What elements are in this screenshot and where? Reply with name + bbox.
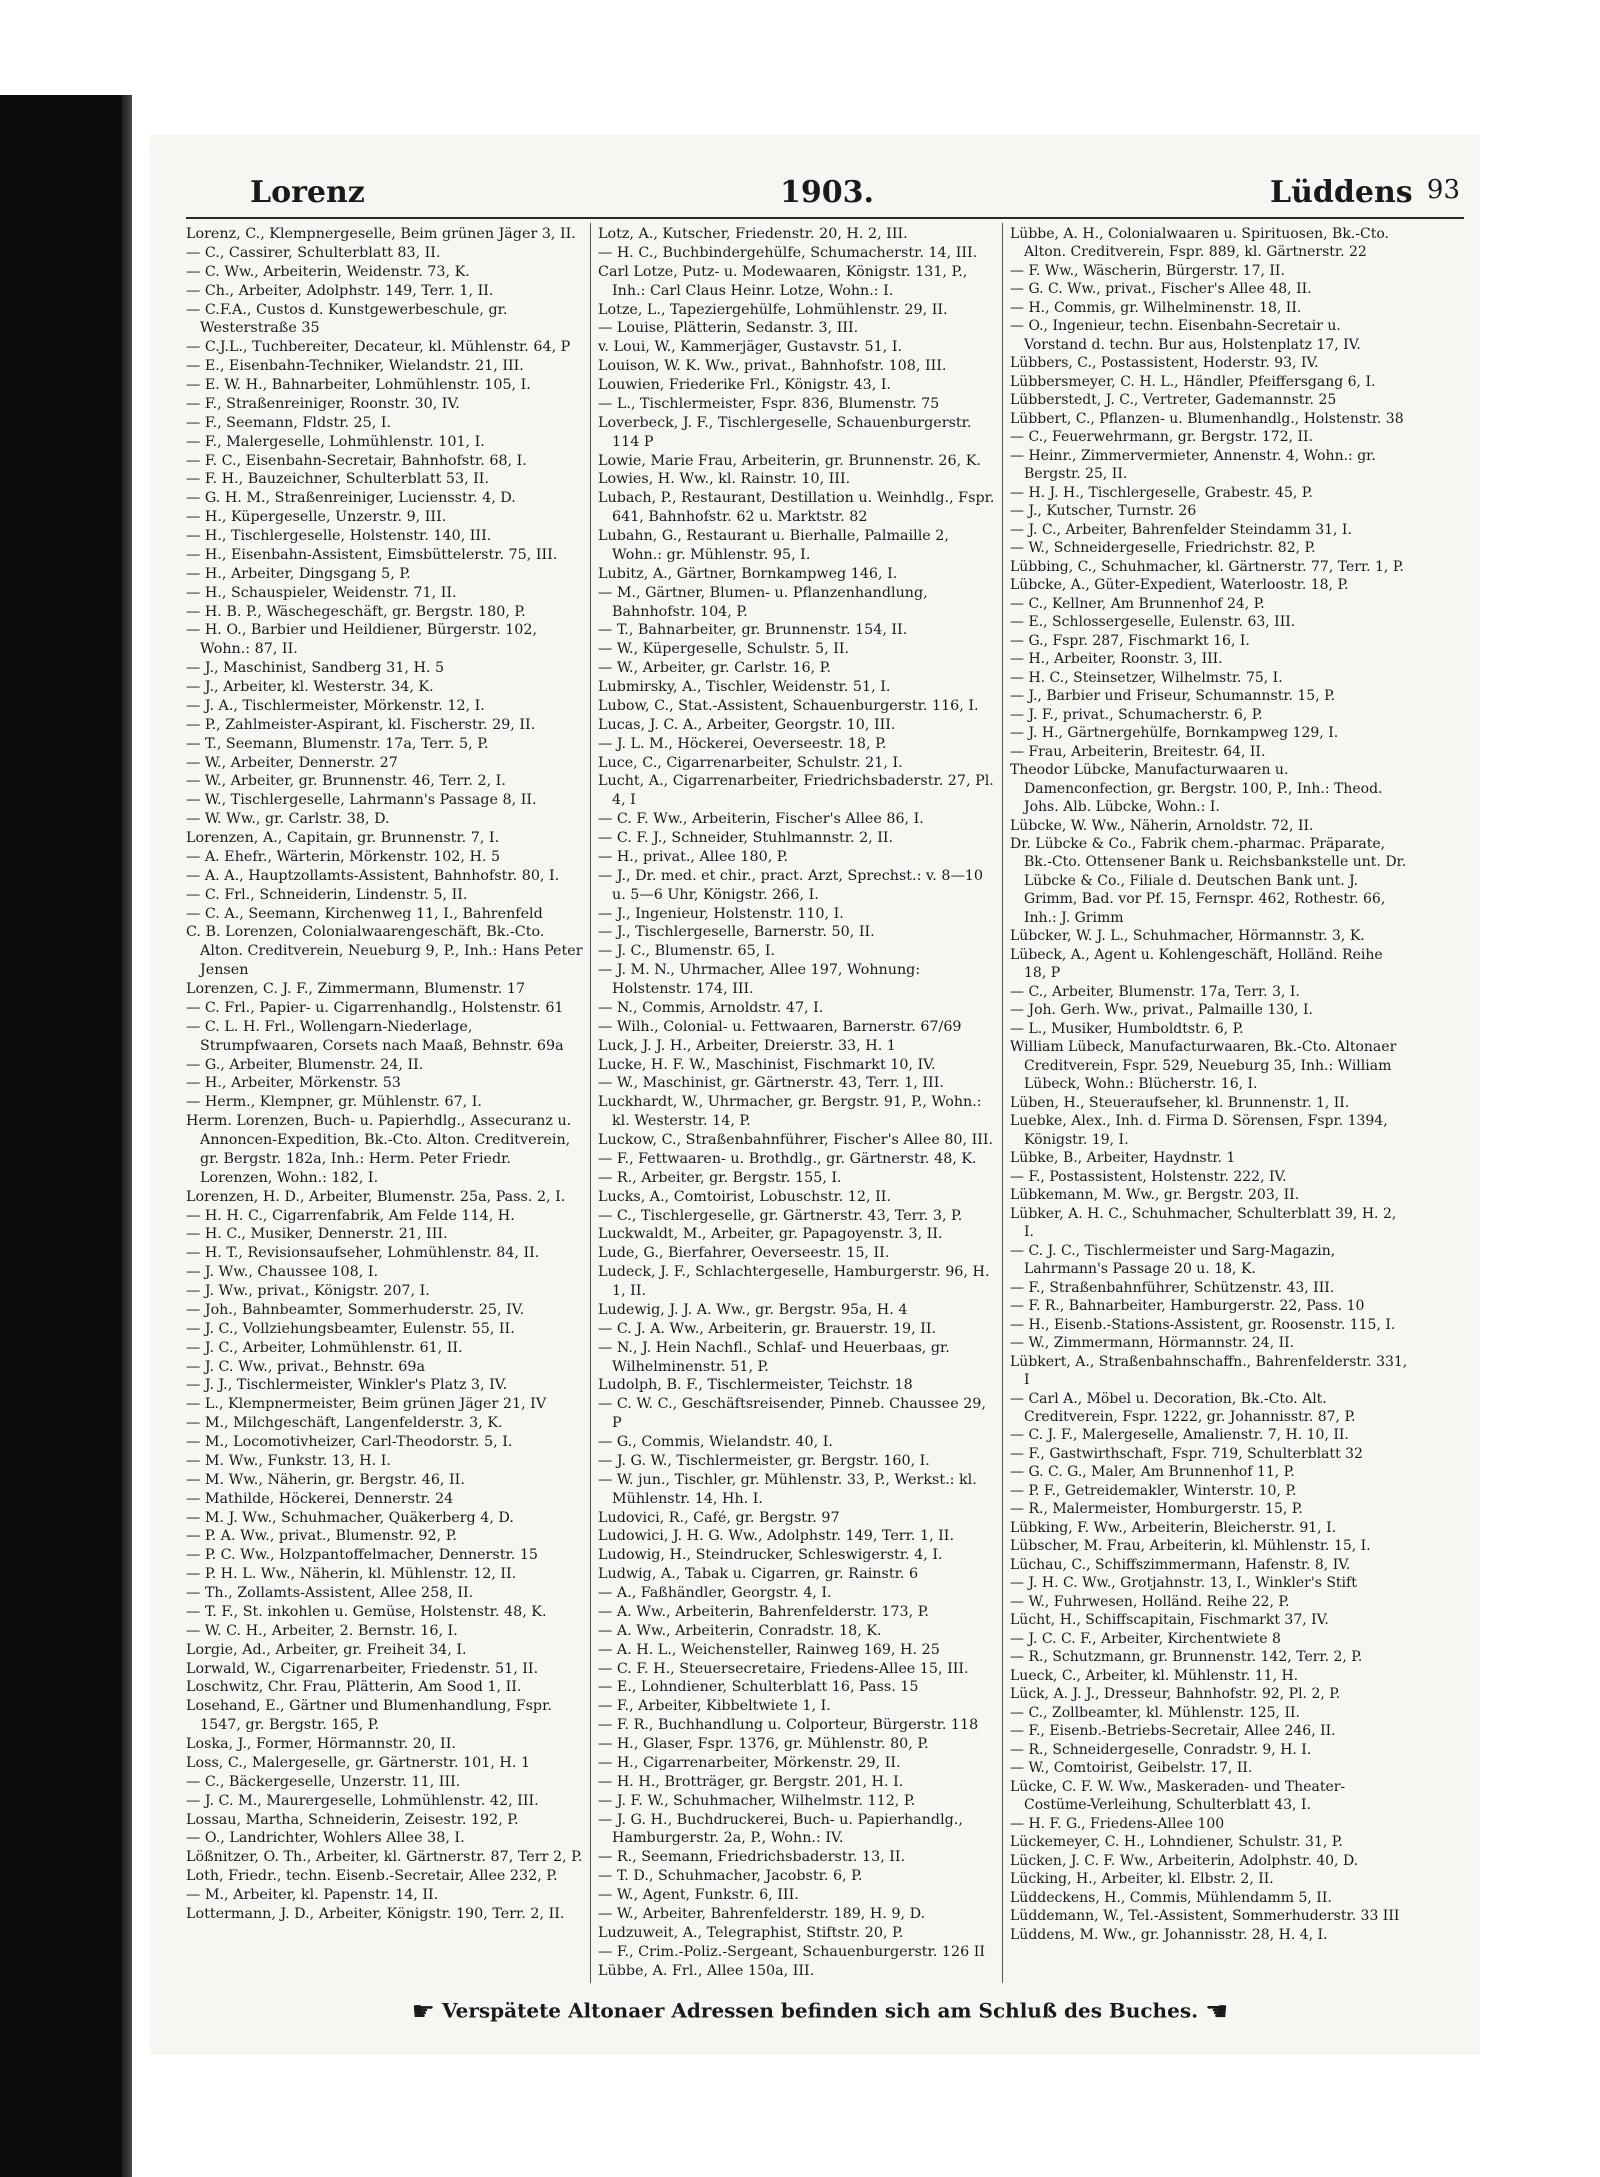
directory-entry: Lübscher, M. Frau, Arbeiterin, kl. Mühlenstr. 15, I. [1010,1538,1371,1555]
directory-entry: — M., Locomotivheizer, Carl-Theodorstr. 5, I. [186,1434,513,1450]
column-divider [590,223,591,1983]
directory-entry: — W. jun., Tischler, gr. Mühlenstr. 33, P., Werkst.: kl. Mühlenstr. 14, Hh. I. [598,1471,977,1507]
directory-entry: — W., Agent, Funkstr. 6, III. [598,1887,799,1903]
directory-entry: — F. Ww., Wäscherin, Bürgerstr. 17, II. [1010,262,1285,279]
directory-entry: — R., Arbeiter, gr. Bergstr. 155, I. [598,1169,842,1186]
directory-entry: — C. Frl., Papier- u. Cigarrenhandlg., Holstenstr. 61 [186,999,564,1016]
directory-entry: Lüddemann, W., Tel.-Assistent, Sommerhuderstr. 33 III [1010,1908,1400,1925]
directory-entry: William Lübeck, Manufacturwaaren, Bk.-Cto. Altonaer Creditverein, Fspr. 529, Neueburg 35, Inh.: William Lübeck, Wohn.: Blücherstr. 16, I. [1010,1039,1397,1093]
directory-entry: — J. G. H., Buchdruckerei, Buch- u. Papierhandlg., Hamburgerstr. 2a, P., Wohn.: IV. [598,1811,963,1847]
directory-entry: Luebke, Alex., Inh. d. Firma D. Sörensen, Fspr. 1394, Königstr. 19, I. [1010,1113,1388,1148]
directory-entry: Lübcker, W. J. L., Schuhmacher, Hörmannstr. 3, K. [1010,928,1365,945]
directory-entry: Lübkemann, M. Ww., gr. Bergstr. 203, II. [1010,1187,1300,1204]
directory-entry: — J., Arbeiter, kl. Westerstr. 34, K. [186,679,434,695]
pointing-hand-icon: ☚ [1205,1997,1229,2027]
directory-entry: — M., Arbeiter, kl. Papenstr. 14, II. [186,1887,439,1903]
directory-entry: Lübbing, C., Schuhmacher, kl. Gärtnerstr. 77, Terr. 1, P. [1010,558,1404,575]
directory-entry: Loss, C., Malergeselle, gr. Gärtnerstr. 101, H. 1 [186,1754,531,1771]
directory-entry: — Heinr., Zimmervermieter, Annenstr. 4, Wohn.: gr. Bergstr. 25, II. [1010,447,1376,483]
directory-entry: Lücking, H., Arbeiter, kl. Elbstr. 2, II. [1010,1871,1274,1888]
directory-entry: — J. C. Ww., privat., Behnstr. 69a [186,1358,426,1375]
directory-entry: Lorgie, Ad., Arbeiter, gr. Freiheit 34, I. [186,1641,467,1658]
directory-entry: Lüben, H., Steueraufseher, kl. Brunnenstr. 1, II. [1010,1094,1350,1111]
directory-entry: — F. R., Buchhandlung u. Colporteur, Bürgerstr. 118 [598,1717,979,1734]
directory-entry: — W. C. H., Arbeiter, 2. Bernstr. 16, I. [186,1622,458,1639]
directory-entry: Dr. Lübcke & Co., Fabrik chem.-pharmac. Präparate, Bk.-Cto. Ottensener Bank u. Reichsbankstelle unt. Dr. Lübcke & Co., Filiale d. Deutschen Bank unt. J. Grimm, Bad. vor Pf. 15, Fernspr. 462, Rothestr. 66, Inh.: J. Grimm [1010,835,1407,926]
directory-entry: — F. R., Bahnarbeiter, Hamburgerstr. 22, Pass. 10 [1010,1298,1365,1315]
directory-entry: — P. A. Ww., privat., Blumenstr. 92, P. [186,1528,457,1545]
directory-entry: Lorwald, W., Cigarrenarbeiter, Friedenstr. 51, II. [186,1660,539,1677]
directory-entry: Lübking, F. Ww., Arbeiterin, Bleicherstr. 91, I. [1010,1519,1337,1536]
directory-entry: Ludeck, J. F., Schlachtergeselle, Hamburgerstr. 96, H. 1, II. [598,1264,990,1299]
directory-entry: — A., Faßhändler, Georgstr. 4, I. [598,1585,832,1601]
directory-entry: — A. Ww., Arbeiterin, Conradstr. 18, K. [598,1622,882,1639]
directory-entry: — C. J. A. Ww., Arbeiterin, gr. Brauerstr. 19, II. [598,1320,937,1337]
directory-entry: — G., Commis, Wielandstr. 40, I. [598,1434,833,1450]
header-rule [186,217,1464,219]
directory-entry: Lücht, H., Schiffscapitain, Fischmarkt 37, IV. [1010,1612,1329,1629]
directory-entry: Lübbe, A. Frl., Allee 150a, III. [598,1962,815,1979]
directory-entry: — H., Arbeiter, Dingsgang 5, P. [186,565,411,582]
directory-entry: Luce, C., Cigarrenarbeiter, Schulstr. 21, I. [598,754,903,771]
directory-entry: Luckhardt, W., Uhrmacher, gr. Bergstr. 91, P., Wohn.: kl. Westerstr. 14, P. [598,1094,982,1130]
directory-entry: — H. J. H., Tischlergeselle, Grabestr. 45, P. [1010,484,1313,501]
directory-entry: Luckow, C., Straßenbahnführer, Fischer's Allee 80, III. [598,1132,994,1148]
directory-entry: Lüchau, C., Schiffszimmermann, Hafenstr. 8, IV. [1010,1556,1351,1573]
directory-entry: — C.F.A., Custos d. Kunstgewerbeschule, gr. Westerstraße 35 [186,301,508,337]
directory-entry: — F., Eisenb.-Betriebs-Secretair, Allee 246, II. [1010,1723,1336,1740]
directory-entry: — W., Arbeiter, Bahrenfelderstr. 189, H. 9, D. [598,1905,926,1922]
directory-entry: — L., Klempnermeister, Beim grünen Jäger 21, IV [186,1396,547,1413]
directory-entry: Lubahn, G., Restaurant u. Bierhalle, Palmaille 2, Wohn.: gr. Mühlenstr. 95, I. [598,528,949,563]
directory-entry: — J. Ww., privat., Königstr. 207, I. [186,1283,430,1299]
directory-entry: Lübbersmeyer, C. H. L., Händler, Pfeiffersgang 6, I. [1010,373,1376,390]
directory-entry: — H., Eisenbahn-Assistent, Eimsbüttelerstr. 75, III. [186,546,558,563]
directory-entry: Lübbert, C., Pflanzen- u. Blumenhandlg., Holstenstr. 38 [1010,410,1404,427]
directory-entry: Loverbeck, J. F., Tischlergeselle, Schauenburgerstr. 114 P [598,414,972,450]
directory-entry: — J., Kutscher, Turnstr. 26 [1010,503,1197,520]
directory-entry: — R., Schutzmann, gr. Brunnenstr. 142, Terr. 2, P. [1010,1649,1363,1666]
directory-entry: Lorenzen, A., Capitain, gr. Brunnenstr. 7, I. [186,830,500,846]
directory-column-3 [1010,225,1408,1944]
pointing-hand-icon: ☛ [411,1997,435,2027]
directory-entry: v. Loui, W., Kammerjäger, Gustavstr. 51, I. [598,339,903,356]
directory-entry: — W. Ww., gr. Carlstr. 38, D. [186,811,390,828]
directory-entry: Lubach, P., Restaurant, Destillation u. Weinhdlg., Fspr. 641, Bahnhofstr. 62 u. Marktstr. 82 [598,490,995,526]
directory-entry: — W., Arbeiter, gr. Carlstr. 16, P. [598,660,831,677]
directory-entry: Lößnitzer, O. Th., Arbeiter, kl. Gärtnerstr. 87, Terr 2, P. [186,1849,583,1866]
directory-entry: Lorenzen, H. D., Arbeiter, Blumenstr. 25a, Pass. 2, I. [186,1188,566,1205]
directory-entry: — E. W. H., Bahnarbeiter, Lohmühlenstr. 105, I. [186,377,531,393]
directory-entry: — R., Seemann, Friedrichsbaderstr. 13, II. [598,1849,906,1866]
page-number: 93 [1426,175,1460,205]
directory-entry: — Carl A., Möbel u. Decoration, Bk.-Cto. Alt. Creditverein, Fspr. 1222, gr. Johannisstr. 87, P. [1010,1390,1356,1425]
directory-entry: Loth, Friedr., techn. Eisenb.-Secretair, Allee 232, P. [186,1868,558,1885]
directory-entry: — H. H. C., Cigarrenfabrik, Am Felde 114, H. [186,1207,515,1224]
directory-entry: — M. Ww., Funkstr. 13, H. I. [186,1452,391,1469]
directory-entry: Lucht, A., Cigarrenarbeiter, Friedrichsbaderstr. 27, Pl. 4, I [598,773,994,809]
directory-entry: — Mathilde, Höckerei, Dennerstr. 24 [186,1490,454,1507]
directory-entry: — J., Ingenieur, Holstenstr. 110, I. [598,905,844,922]
directory-entry: Lüddens, M. Ww., gr. Johannisstr. 28, H. 4, I. [1010,1926,1328,1943]
directory-entry: — G. H. M., Straßenreiniger, Luciensstr. 4, D. [186,490,516,507]
directory-entry: — J. H., Gärtnergehülfe, Bornkampweg 129, I. [1010,725,1339,742]
directory-entry: Lück, A. J. J., Dresseur, Bahnhofstr. 92, Pl. 2, P. [1010,1686,1341,1703]
directory-entry: — E., Eisenbahn-Techniker, Wielandstr. 21, III. [186,358,524,375]
directory-entry: — C., Tischlergeselle, gr. Gärtnerstr. 43, Terr. 3, P. [598,1207,963,1224]
scanner-edge [0,95,132,2177]
directory-entry: — C., Arbeiter, Blumenstr. 17a, Terr. 3, I. [1010,983,1300,1000]
directory-entry: Luckwaldt, M., Arbeiter, gr. Papagoyenstr. 3, II. [598,1226,943,1243]
directory-entry: Ludowig, H., Steindrucker, Schleswigerstr. 4, I. [598,1547,943,1564]
directory-entry: Lüddeckens, H., Commis, Mühlendamm 5, II. [1010,1889,1332,1906]
directory-entry: — Th., Zollamts-Assistent, Allee 258, II. [186,1585,474,1601]
directory-column-2 [598,225,996,1980]
directory-entry: — E., Schlossergeselle, Eulenstr. 63, III. [1010,614,1296,631]
directory-entry: Lowies, H. Ww., kl. Rainstr. 10, III. [598,471,851,488]
directory-entry: Louwien, Friederike Frl., Königstr. 43, I. [598,377,892,393]
directory-entry: — H. F. G., Friedens-Allee 100 [1010,1815,1225,1832]
directory-entry: — R., Malermeister, Homburgerstr. 15, P. [1010,1501,1303,1518]
directory-entry: — F., Gastwirthschaft, Fspr. 719, Schulterblatt 32 [1010,1445,1363,1462]
directory-entry: — J. Ww., Chaussee 108, I. [186,1264,379,1281]
directory-entry: — W., Comtoirist, Geibelstr. 17, II. [1010,1760,1253,1777]
directory-entry: — P. C. Ww., Holzpantoffelmacher, Dennerstr. 15 [186,1547,539,1564]
directory-entry: — H., Glaser, Fspr. 1376, gr. Mühlenstr. 80, P. [598,1736,929,1752]
directory-entry: — Herm., Klempner, gr. Mühlenstr. 67, I. [186,1094,482,1111]
directory-entry: C. B. Lorenzen, Colonialwaarengeschäft, Bk.-Cto. Alton. Creditverein, Neueburg 9, P., Inh.: Hans Peter Jensen [186,924,583,979]
directory-entry: — F., Fettwaaren- u. Brothdlg., gr. Gärtnerstr. 48, K. [598,1150,977,1167]
directory-entry: — E., Lohndiener, Schulterblatt 16, Pass. 15 [598,1679,919,1696]
directory-entry: Luck, J. J. H., Arbeiter, Dreierstr. 33, H. 1 [598,1037,896,1054]
directory-entry: — C., Bäckergeselle, Unzerstr. 11, III. [186,1773,461,1790]
directory-entry: — G. C. Ww., privat., Fischer's Allee 48, II. [1010,281,1312,298]
directory-entry: — C. F. H., Steuersecretaire, Friedens-Allee 15, III. [598,1660,969,1677]
directory-entry: — F., Straßenreiniger, Roonstr. 30, IV. [186,395,460,412]
directory-entry: — T. D., Schuhmacher, Jacobstr. 6, P. [598,1868,863,1885]
directory-entry: — H. H., Brotträger, gr. Bergstr. 201, H. I. [598,1773,904,1790]
directory-entry: — A. Ehefr., Wärterin, Mörkenstr. 102, H. 5 [186,848,501,865]
directory-entry: — O., Ingenieur, techn. Eisenbahn-Secretair u. Vorstand d. techn. Bur aus, Holstenplatz 17, IV. [1010,318,1361,353]
directory-entry: — T., Bahnarbeiter, gr. Brunnenstr. 154, II. [598,622,908,639]
directory-entry: — G., Arbeiter, Blumenstr. 24, II. [186,1056,424,1073]
directory-entry: — H., Arbeiter, Roonstr. 3, III. [1010,651,1223,668]
directory-entry: — M. Ww., Näherin, gr. Bergstr. 46, II. [186,1471,465,1488]
directory-entry: Lucks, A., Comtoirist, Lobuschstr. 12, II. [598,1188,891,1205]
footer-text: Verspätete Altonaer Adressen befinden sich am Schluß des Buches. [441,1998,1199,2023]
directory-entry: Lowie, Marie Frau, Arbeiterin, gr. Brunnenstr. 26, K. [598,452,981,469]
directory-entry: — M., Gärtner, Blumen- u. Pflanzenhandlung, Bahnhofstr. 104, P. [598,584,928,620]
directory-entry: — H. C., Buchbindergehülfe, Schumacherstr. 14, III. [598,244,978,261]
directory-entry: — A. A., Hauptzollamts-Assistent, Bahnhofstr. 80, I. [186,867,560,884]
directory-entry: Lübkert, A., Straßenbahnschaffn., Bahrenfelderstr. 331, I [1010,1353,1408,1389]
directory-entry: — H., privat., Allee 180, P. [598,848,789,865]
directory-entry: — J. H. C. Ww., Grotjahnstr. 13, I., Winkler's Stift [1010,1575,1357,1592]
directory-entry: — Joh. Gerh. Ww., privat., Palmaille 130, I. [1010,1002,1313,1019]
directory-entry: Lubow, C., Stat.-Assistent, Schauenburgerstr. 116, I. [598,697,979,714]
directory-entry: — C. Frl., Schneiderin, Lindenstr. 5, II. [186,886,468,903]
directory-entry: Ludzuweit, A., Telegraphist, Stiftstr. 20, P. [598,1924,904,1941]
directory-entry: — T., Seemann, Blumenstr. 17a, Terr. 5, P. [186,735,489,752]
directory-entry: — R., Schneidergeselle, Conradstr. 9, H. I. [1010,1741,1312,1758]
directory-entry: — L., Musiker, Humboldtstr. 6, P. [1010,1020,1244,1037]
directory-entry: — W., Fuhrwesen, Holländ. Reihe 22, P. [1010,1593,1290,1610]
directory-entry: — J. F. W., Schuhmacher, Wilhelmstr. 112, P. [598,1792,916,1809]
directory-entry: Lossau, Martha, Schneiderin, Zeisestr. 192, P. [186,1811,519,1828]
directory-entry: — F., Malergeselle, Lohmühlenstr. 101, I. [186,433,485,450]
column-divider [1002,223,1003,1983]
directory-entry: — H., Commis, gr. Wilhelminenstr. 18, II. [1010,299,1302,316]
directory-entry: — O., Landrichter, Wohlers Allee 38, I. [186,1830,465,1847]
directory-entry: — J. C. M., Maurergeselle, Lohmühlenstr. 42, III. [186,1792,539,1809]
directory-entry: — C., Zollbeamter, kl. Mühlenstr. 125, II. [1010,1704,1300,1721]
header-last-name: Lüddens [1270,175,1413,210]
directory-entry: — A. H. L., Weichensteller, Rainweg 169, H. 25 [598,1641,940,1658]
directory-entry: Lucas, J. C. A., Arbeiter, Georgstr. 10, III. [598,716,896,733]
directory-entry: — C.J.L., Tuchbereiter, Decateur, kl. Mühlenstr. 64, P [186,339,571,356]
directory-entry: — J. L. M., Höckerei, Oeverseestr. 18, P. [598,735,887,752]
directory-entry: — H., Eisenb.-Stations-Assistent, gr. Roosenstr. 115, I. [1010,1316,1396,1333]
directory-entry: Lübberstedt, J. C., Vertreter, Gademannstr. 25 [1010,392,1337,409]
directory-entry: Lorenz, C., Klempnergeselle, Beim grünen Jäger 3, II. [186,226,576,242]
header-first-name: Lorenz [250,175,365,210]
directory-entry: — F. H., Bauzeichner, Schulterblatt 53, II. [186,471,489,488]
directory-entry: — J., Dr. med. et chir., pract. Arzt, Sprechst.: v. 8—10 u. 5—6 Uhr, Königstr. 266, I. [598,867,983,903]
directory-entry: — P. F., Getreidemakler, Winterstr. 10, P. [1010,1482,1297,1499]
directory-entry: — J., Maschinist, Sandberg 31, H. 5 [186,660,445,677]
directory-entry: — W., Arbeiter, gr. Brunnenstr. 46, Terr. 2, I. [186,773,506,790]
directory-page [150,135,1480,2055]
directory-entry: Loska, J., Former, Hörmannstr. 20, II. [186,1736,456,1752]
directory-entry: — W., Zimmermann, Hörmannstr. 24, II. [1010,1335,1295,1352]
directory-entry: Lubmirsky, A., Tischler, Weidenstr. 51, I. [598,679,891,695]
directory-entry: Carl Lotze, Putz- u. Modewaaren, Königstr. 131, P., Inh.: Carl Claus Heinr. Lotze, Wohn.: I. [598,263,968,299]
directory-entry: — M. J. Ww., Schuhmacher, Quäkerberg 4, D. [186,1509,514,1526]
directory-entry: — C. L. H. Frl., Wollengarn-Niederlage, Strumpfwaaren, Corsets nach Maaß, Behnstr. 69a [186,1018,564,1054]
directory-entry: — A. Ww., Arbeiterin, Bahrenfelderstr. 173, P. [598,1603,929,1620]
directory-entry: Ludwig, A., Tabak u. Cigarren, gr. Rainstr. 6 [598,1566,919,1583]
directory-entry: Losehand, E., Gärtner und Blumenhandlung, Fspr. 1547, gr. Bergstr. 165, P. [186,1698,552,1734]
directory-entry: — J. C. C. F., Arbeiter, Kirchentwiete 8 [1010,1630,1281,1647]
directory-entry: Lübeck, A., Agent u. Kohlengeschäft, Holländ. Reihe 18, P [1010,946,1383,982]
directory-entry: Lübbe, A. H., Colonialwaaren u. Spirituosen, Bk.-Cto. Alton. Creditverein, Fspr. 889, kl. Gärtnerstr. 22 [1010,226,1389,261]
directory-entry: — C., Cassirer, Schulterblatt 83, II. [186,244,441,261]
directory-entry: — J. C., Vollziehungsbeamter, Eulenstr. 55, II. [186,1320,515,1337]
directory-entry: Herm. Lorenzen, Buch- u. Papierhdlg., Assecuranz u. Annoncen-Expedition, Bk.-Cto. Alton. Creditverein, gr. Bergstr. 182a, Inh.: Herm. Peter Friedr. Lorenzen, Wohn.: 182, I. [186,1113,572,1186]
directory-entry: — C., Kellner, Am Brunnenhof 24, P. [1010,595,1265,612]
directory-entry: — C., Feuerwehrmann, gr. Bergstr. 172, II. [1010,429,1314,446]
directory-entry: — W., Tischlergeselle, Lahrmann's Passage 8, II. [186,792,537,809]
directory-entry: — W., Maschinist, gr. Gärtnerstr. 43, Terr. 1, III. [598,1075,944,1092]
directory-entry: — Joh., Bahnbeamter, Sommerhuderstr. 25, IV. [186,1301,525,1318]
directory-entry: Ludovici, R., Café, gr. Bergstr. 97 [598,1509,840,1526]
directory-entry: — H., Schauspieler, Weidenstr. 71, II. [186,584,457,601]
directory-entry: — J., Barbier und Friseur, Schumannstr. 15, P. [1010,688,1336,705]
directory-entry: Ludolph, B. F., Tischlermeister, Teichstr. 18 [598,1377,913,1394]
directory-entry: — J. A., Tischlermeister, Mörkenstr. 12, I. [186,697,485,714]
directory-entry: Lottermann, J. D., Arbeiter, Königstr. 190, Terr. 2, II. [186,1905,565,1922]
directory-entry: — J. G. W., Tischlermeister, gr. Bergstr. 160, I. [598,1452,930,1469]
directory-entry: — H. C., Musiker, Dennerstr. 21, III. [186,1226,448,1243]
directory-entry: — W., Küpergeselle, Schulstr. 5, II. [598,641,850,658]
directory-entry: — F., Straßenbahnführer, Schützenstr. 43, III. [1010,1279,1335,1296]
directory-entry: — C. A., Seemann, Kirchenweg 11, I., Bahrenfeld [186,905,543,922]
directory-entry: — L., Tischlermeister, Fspr. 836, Blumenstr. 75 [598,395,940,412]
directory-entry: — J., Tischlergeselle, Barnerstr. 50, II. [598,924,875,941]
directory-entry: — W., Schneidergeselle, Friedrichstr. 82, P. [1010,540,1316,557]
directory-entry: Lübbers, C., Postassistent, Hoderstr. 93, IV. [1010,355,1319,372]
directory-entry: — F., Seemann, Fldstr. 25, I. [186,414,392,431]
directory-entry: — C. F. J., Schneider, Stuhlmannstr. 2, II. [598,830,894,846]
directory-entry: Lotze, L., Tapeziergehülfe, Lohmühlenstr. 29, II. [598,301,948,318]
directory-entry: Lorenzen, C. J. F., Zimmermann, Blumenstr. 17 [186,981,526,997]
directory-entry: — J. M. N., Uhrmacher, Allee 197, Wohnung: Holstenstr. 174, III. [598,962,921,997]
directory-entry: — H., Küpergeselle, Unzerstr. 9, III. [186,509,447,526]
directory-entry: — H., Cigarrenarbeiter, Mörkenstr. 29, II. [598,1754,901,1771]
directory-entry: — N., J. Hein Nachfl., Schlaf- und Heuerbaas, gr. Wilhelminenstr. 51, P. [598,1339,950,1375]
directory-entry: Loschwitz, Chr. Frau, Plätterin, Am Sood 1, II. [186,1679,522,1696]
directory-entry: — J. C., Arbeiter, Bahrenfelder Steindamm 31, I. [1010,521,1352,538]
directory-entry: — G., Fspr. 287, Fischmarkt 16, I. [1010,632,1250,649]
directory-entry: — Wilh., Colonial- u. Fettwaaren, Barnerstr. 67/69 [598,1018,962,1035]
directory-entry: — C. F. Ww., Arbeiterin, Fischer's Allee 86, I. [598,811,924,828]
directory-entry: Lubitz, A., Gärtner, Bornkampweg 146, I. [598,565,898,582]
directory-entry: — J. F., privat., Schumacherstr. 6, P. [1010,706,1263,723]
directory-entry: — C. W. C., Geschäftsreisender, Pinneb. Chaussee 29, P [598,1396,986,1432]
header-year: 1903. [780,175,874,210]
page-header [190,175,1460,215]
directory-entry: — H., Tischlergeselle, Holstenstr. 140, III. [186,528,492,544]
directory-entry: — T. F., St. inkohlen u. Gemüse, Holstenstr. 48, K. [186,1603,547,1620]
directory-entry: Ludowici, J. H. G. Ww., Adolphstr. 149, Terr. 1, II. [598,1528,955,1545]
directory-entry: Lücken, J. C. F. Ww., Arbeiterin, Adolphstr. 40, D. [1010,1852,1359,1869]
directory-entry: — P., Zahlmeister-Aspirant, kl. Fischerstr. 29, II. [186,716,536,733]
directory-entry: — J. J., Tischlermeister, Winkler's Platz 3, IV. [186,1377,508,1394]
directory-entry: — H. B. P., Wäschegeschäft, gr. Bergstr. 180, P. [186,603,526,620]
directory-entry: Lotz, A., Kutscher, Friedenstr. 20, H. 2, III. [598,226,908,242]
directory-entry: Lübker, A. H. C., Schuhmacher, Schulterblatt 39, H. 2, I. [1010,1205,1397,1241]
directory-entry: Lucke, H. F. W., Maschinist, Fischmarkt 10, IV. [598,1056,936,1073]
directory-entry: — C. Ww., Arbeiterin, Weidenstr. 73, K. [186,263,470,280]
directory-entry: Lückemeyer, C. H., Lohndiener, Schulstr. 31, P. [1010,1834,1343,1851]
directory-entry: — F., Postassistent, Holstenstr. 222, IV. [1010,1168,1287,1185]
directory-entry: — J. C., Arbeiter, Lohmühlenstr. 61, II. [186,1339,463,1356]
directory-entry: — G. C. G., Maler, Am Brunnenhof 11, P. [1010,1464,1295,1481]
directory-entry: — F. C., Eisenbahn-Secretair, Bahnhofstr. 68, I. [186,452,527,469]
footer-notice [410,1997,1230,2027]
directory-entry: — J. C., Blumenstr. 65, I. [598,943,776,960]
directory-entry: — F., Crim.-Poliz.-Sergeant, Schauenburgerstr. 126 II [598,1943,986,1960]
directory-entry: — H., Arbeiter, Mörkenstr. 53 [186,1075,401,1092]
directory-entry: Lücke, C. F. W. Ww., Maskeraden- und Theater-Costüme-Verleihung, Schulterblatt 43, I. [1010,1778,1346,1814]
directory-entry: Lübcke, W. Ww., Näherin, Arnoldstr. 72, II. [1010,817,1314,834]
directory-entry: Theodor Lübcke, Manufacturwaaren u. Damenconfection, gr. Bergstr. 100, P., Inh.: Theod. Johs. Alb. Lübcke, Wohn.: I. [1010,762,1383,816]
directory-entry: — Louise, Plätterin, Sedanstr. 3, III. [598,320,859,337]
directory-entry: — C. J. C., Tischlermeister und Sarg-Magazin, Lahrmann's Passage 20 u. 18, K. [1010,1242,1336,1278]
directory-entry: — Ch., Arbeiter, Adolphstr. 149, Terr. 1, II. [186,282,494,299]
directory-entry: — H. C., Steinsetzer, Wilhelmstr. 75, I. [1010,669,1283,686]
directory-entry: Lude, G., Bierfahrer, Oeverseestr. 15, II. [598,1245,890,1262]
directory-entry: — W., Arbeiter, Dennerstr. 27 [186,754,398,771]
directory-column-1 [186,225,584,1924]
directory-entry: — Frau, Arbeiterin, Breitestr. 64, II. [1010,743,1266,760]
directory-entry: Lübke, B., Arbeiter, Haydnstr. 1 [1010,1150,1236,1167]
directory-entry: Louison, W. K. Ww., privat., Bahnhofstr. 108, III. [598,358,947,375]
directory-entry: — C. J. F., Malergeselle, Amalienstr. 7, H. 10, II. [1010,1427,1349,1444]
directory-entry: — M., Milchgeschäft, Langenfelderstr. 3, K. [186,1415,503,1432]
directory-entry: — H. O., Barbier und Heildiener, Bürgerstr. 102, Wohn.: 87, II. [186,622,537,658]
directory-entry: — H. T., Revisionsaufseher, Lohmühlenstr. 84, II. [186,1245,540,1262]
directory-entry: — F., Arbeiter, Kibbeltwiete 1, I. [598,1698,831,1715]
directory-entry: Ludewig, J. J. A. Ww., gr. Bergstr. 95a, H. 4 [598,1301,908,1318]
directory-entry: Lübcke, A., Güter-Expedient, Waterloostr. 18, P. [1010,577,1349,594]
directory-entry: — N., Commis, Arnoldstr. 47, I. [598,999,824,1016]
directory-entry: — P. H. L. Ww., Näherin, kl. Mühlenstr. 12, II. [186,1566,517,1583]
directory-entry: Lueck, C., Arbeiter, kl. Mühlenstr. 11, H. [1010,1667,1299,1684]
